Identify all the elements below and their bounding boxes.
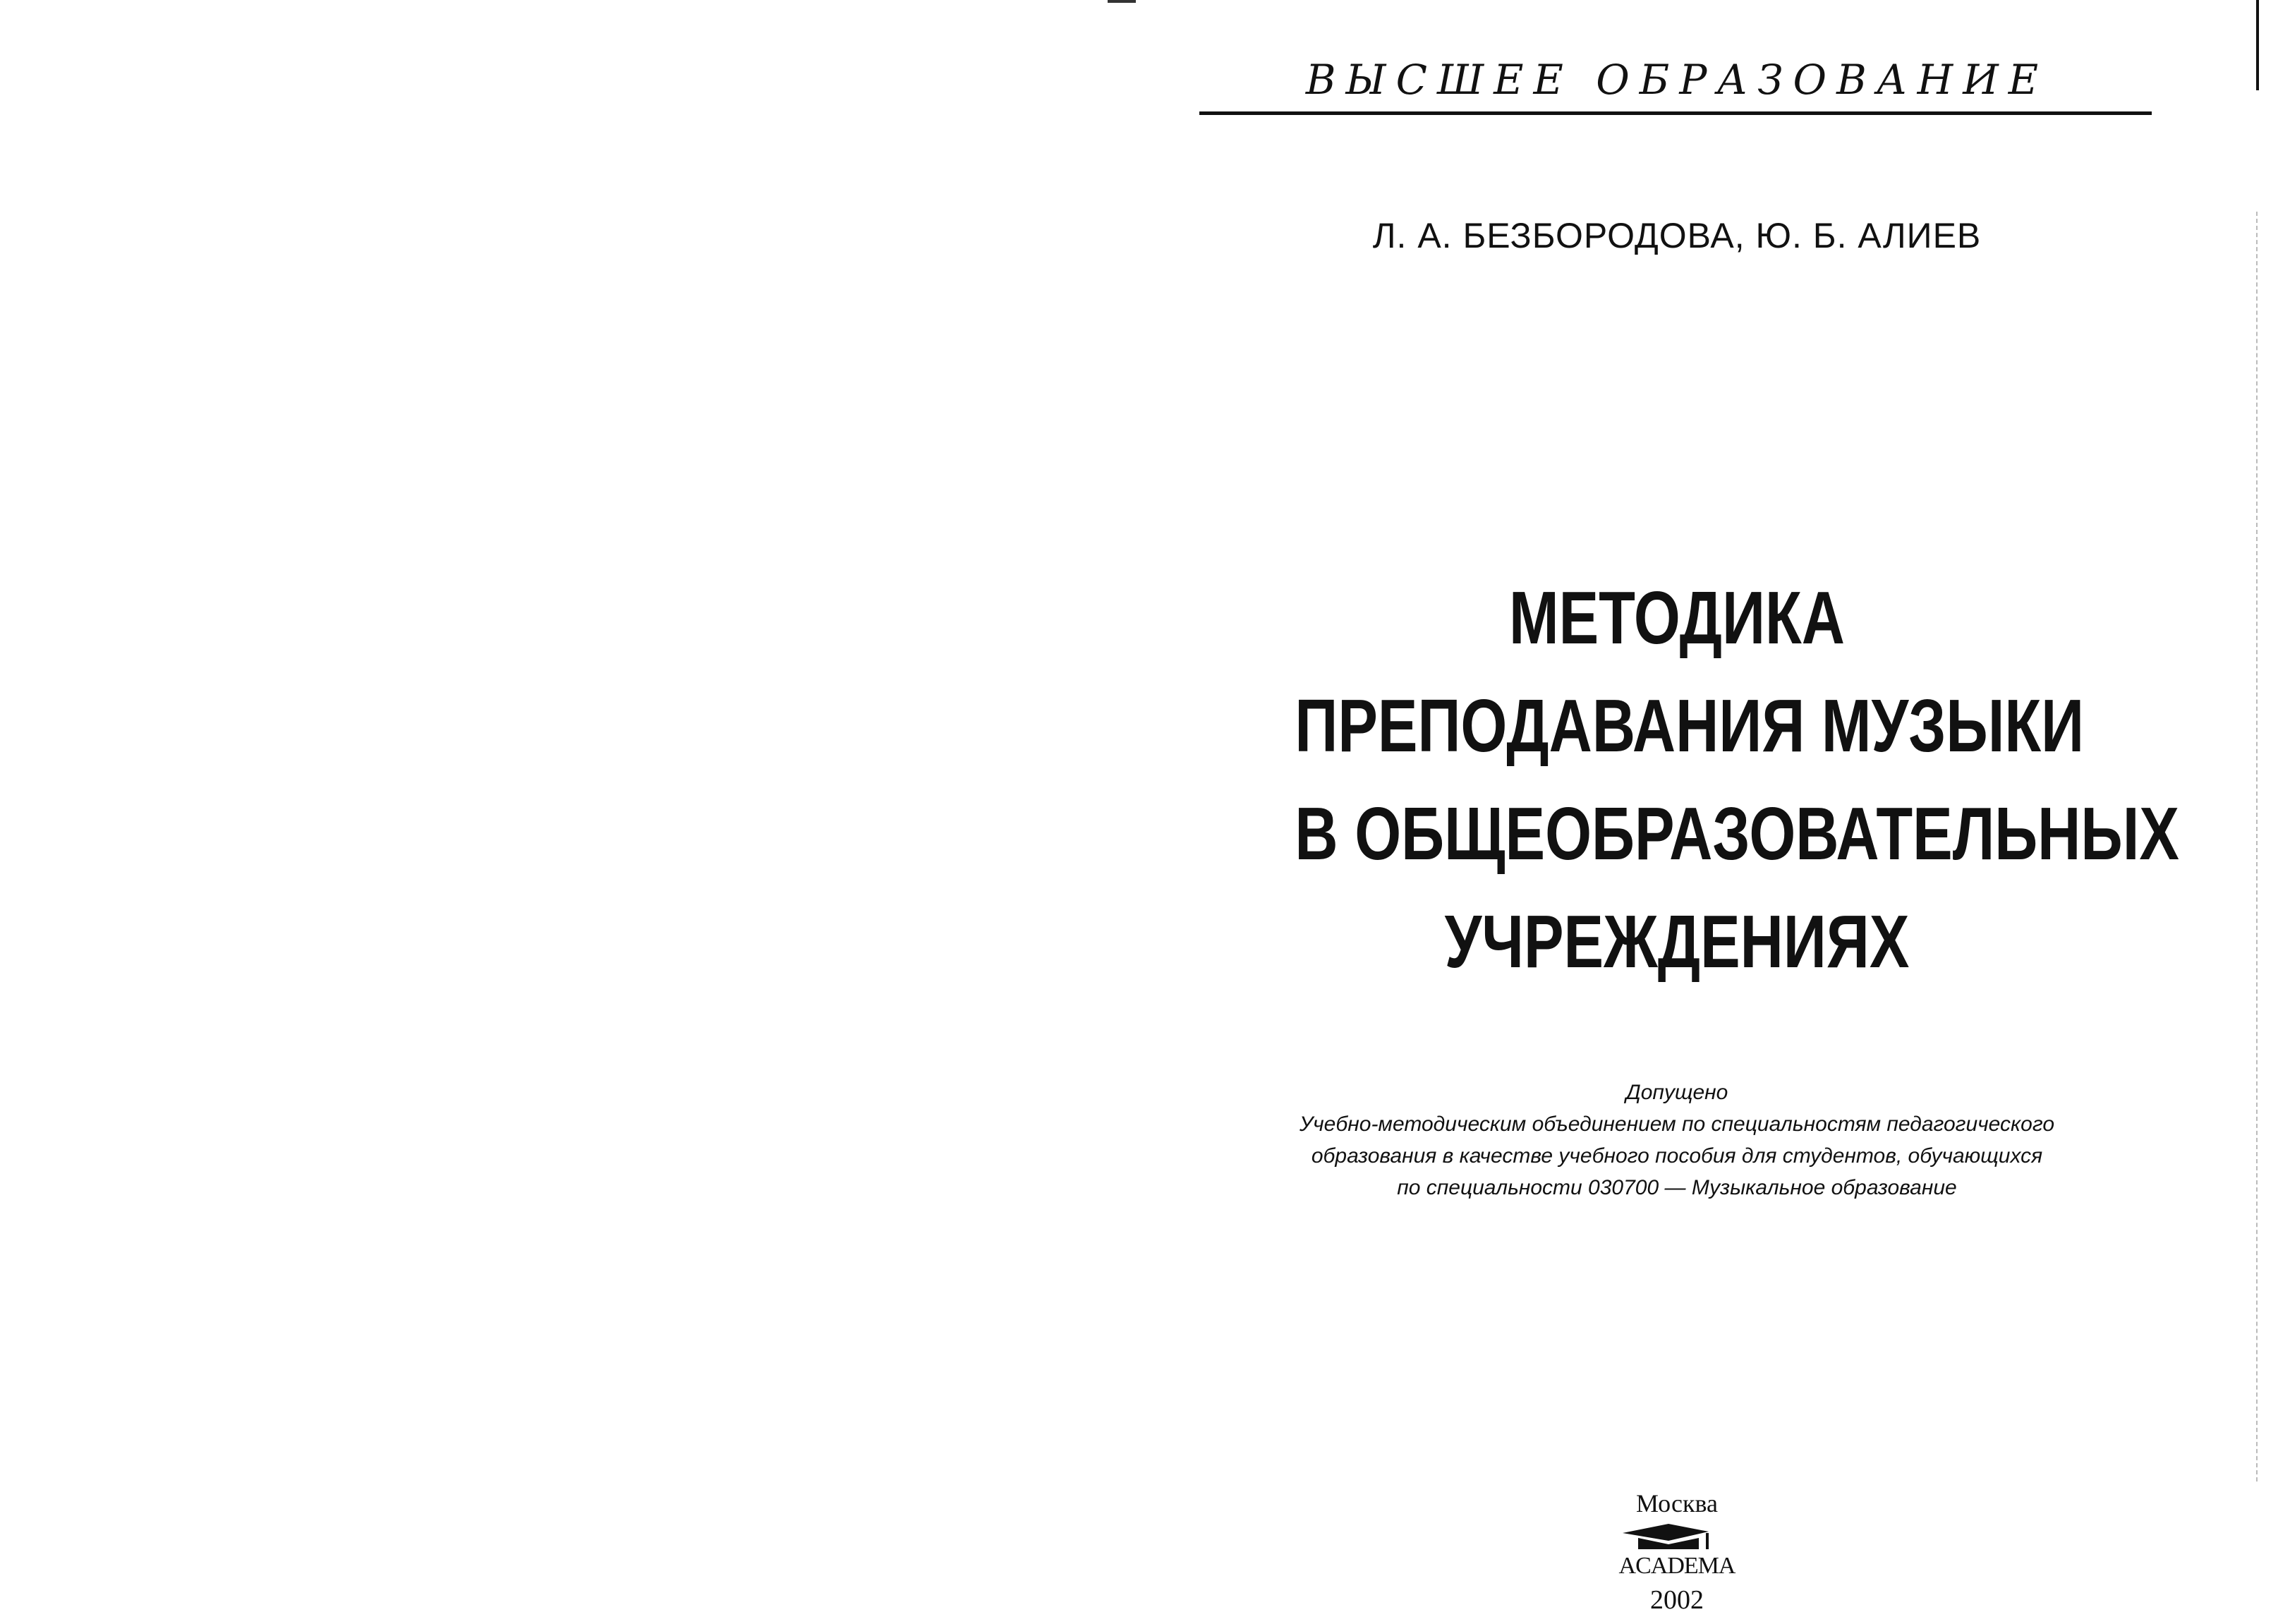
approval-line: по специальности 030700 — Музыкальное образование bbox=[1397, 1176, 1957, 1199]
graduation-cap-icon bbox=[1616, 1522, 1721, 1551]
approval-line: Допущено bbox=[1625, 1081, 1728, 1104]
publication-year: 2002 bbox=[1650, 1585, 1704, 1615]
page-edge bbox=[2256, 0, 2259, 90]
series-title: ВЫСШЕЕ ОБРАЗОВАНИЕ bbox=[1305, 56, 2049, 104]
title-line: В ОБЩЕОБРАЗОВАТЕЛЬНЫХ bbox=[1295, 792, 2179, 875]
page-edge-shadow bbox=[2256, 212, 2258, 1481]
approval-line: Учебно-методическим объединением по специальностям педагогического bbox=[1299, 1113, 2055, 1136]
title-line: МЕТОДИКА bbox=[1508, 576, 1846, 660]
header-rule bbox=[1199, 111, 2152, 115]
authors: Л. А. БЕЗБОРОДОВА, Ю. Б. АЛИЕВ bbox=[1372, 216, 1982, 255]
book-title bbox=[1199, 564, 2179, 996]
title-line: УЧРЕЖДЕНИЯХ bbox=[1444, 900, 1910, 983]
approval-line: образования в качестве учебного пособия для студентов, обучающихся bbox=[1311, 1144, 2043, 1168]
approval-note bbox=[1199, 1077, 2155, 1204]
scan-mark bbox=[1108, 0, 1136, 3]
title-line: ПРЕПОДАВАНИЯ МУЗЫКИ bbox=[1295, 684, 2085, 768]
publisher-name: ACADEMA bbox=[1618, 1553, 1735, 1579]
publication-place: Москва bbox=[1636, 1489, 1718, 1517]
